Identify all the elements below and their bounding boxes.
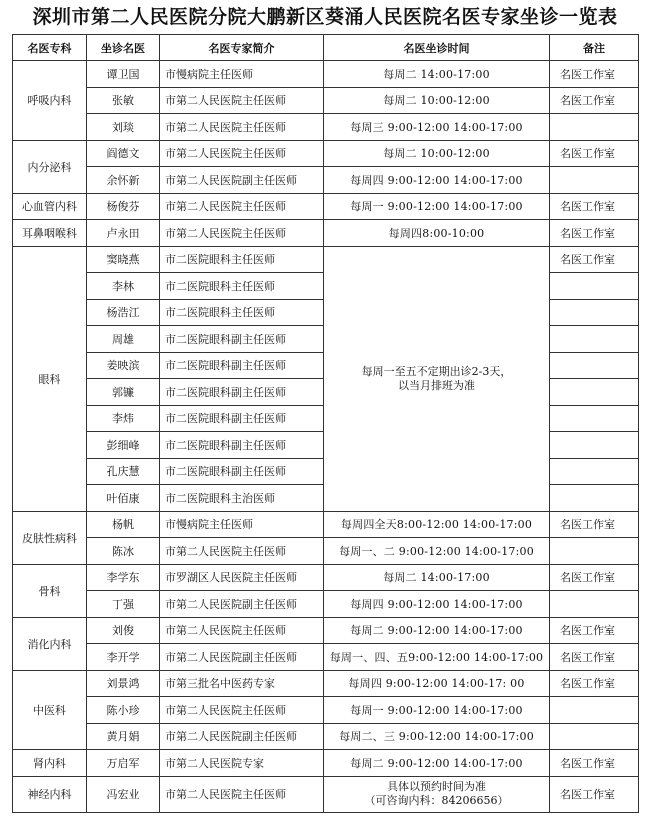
table-row [13, 670, 639, 697]
table-row [13, 723, 639, 750]
dept-cell: 内分泌科 [13, 140, 87, 193]
note-cell [550, 538, 639, 565]
table-row [13, 591, 639, 618]
note-cell: 名医工作室 [550, 140, 639, 167]
dept-cell: 肾内科 [13, 750, 87, 777]
note-cell [550, 485, 639, 512]
clinic-time: 每周一、二 9:00-12:00 14:00-17:00 [324, 538, 550, 565]
header-time: 名医坐诊时间 [324, 35, 550, 61]
doctor-name: 陈冰 [87, 538, 160, 565]
table-row [13, 140, 639, 167]
header-doctor: 坐诊名医 [87, 35, 160, 61]
table-row [13, 750, 639, 777]
doctor-name: 卢永田 [87, 220, 160, 247]
dept-cell: 耳鼻咽喉科 [13, 220, 87, 247]
clinic-time: 每周四 9:00-12:00 14:00-17:00 [324, 167, 550, 194]
clinic-time-line1: 具体以预约时间为准 [387, 780, 486, 793]
doctor-name: 杨帆 [87, 511, 160, 538]
doctor-intro: 市第二人民医院主任医师 [160, 538, 324, 565]
dept-cell: 中医科 [13, 670, 87, 750]
clinic-time: 每周三 9:00-12:00 14:00-17:00 [324, 114, 550, 141]
clinic-time: 每周四8:00-10:00 [324, 220, 550, 247]
doctor-intro: 市第二人民医院副主任医师 [160, 723, 324, 750]
doctor-intro: 市二医院眼科副主任医师 [160, 379, 324, 406]
doctor-name: 窦晓燕 [87, 246, 160, 273]
table-row [13, 776, 639, 812]
doctor-name: 李开学 [87, 644, 160, 671]
dept-cell: 呼吸内科 [13, 61, 87, 141]
note-cell: 名医工作室 [550, 246, 639, 273]
doctor-name: 郭镰 [87, 379, 160, 406]
doctor-intro: 市二医院眼科主治医师 [160, 485, 324, 512]
note-cell: 名医工作室 [550, 670, 639, 697]
doctor-name: 李炜 [87, 405, 160, 432]
doctor-intro: 市二医院眼科主任医师 [160, 273, 324, 300]
note-cell [550, 432, 639, 459]
doctor-name: 陈小珍 [87, 697, 160, 724]
doctor-intro: 市二医院眼科副主任医师 [160, 458, 324, 485]
note-cell: 名医工作室 [550, 564, 639, 591]
table-row [13, 564, 639, 591]
doctor-name: 张敏 [87, 87, 160, 114]
note-cell: 名医工作室 [550, 193, 639, 220]
note-cell: 名医工作室 [550, 617, 639, 644]
doctor-intro: 市二医院眼科副主任医师 [160, 326, 324, 353]
table-row [13, 114, 639, 141]
doctor-intro: 市第二人民医院主任医师 [160, 617, 324, 644]
clinic-time: 每周二 9:00-12:00 14:00-17:00 [324, 750, 550, 777]
clinic-time: 每周二 14:00-17:00 [324, 564, 550, 591]
note-cell: 名医工作室 [550, 511, 639, 538]
note-cell [550, 114, 639, 141]
clinic-time: 每周二 10:00-12:00 [324, 140, 550, 167]
doctor-intro: 市第二人民医院主任医师 [160, 697, 324, 724]
eye-time-line1: 每周一至五不定期出诊2-3天， [361, 364, 512, 378]
note-cell [550, 352, 639, 379]
doctor-intro: 市二医院眼科副主任医师 [160, 432, 324, 459]
clinic-time: 每周一 9:00-12:00 14:00-17:00 [324, 697, 550, 724]
dept-cell: 皮肤性病科 [13, 511, 87, 564]
page-title: 深圳市第二人民医院分院大鹏新区葵涌人民医院名医专家坐诊一览表 [32, 6, 618, 28]
doctor-intro: 市二医院眼科副主任医师 [160, 352, 324, 379]
note-cell [550, 591, 639, 618]
note-cell [550, 723, 639, 750]
doctor-intro: 市第二人民医院主任医师 [160, 193, 324, 220]
doctor-name: 李林 [87, 273, 160, 300]
table-row [13, 246, 639, 273]
doctor-intro: 市第二人民医院主任医师 [160, 87, 324, 114]
note-cell [550, 379, 639, 406]
doctor-name: 万启军 [87, 750, 160, 777]
dept-cell: 神经内科 [13, 776, 87, 812]
doctor-name: 孔庆慧 [87, 458, 160, 485]
dept-cell: 心血管内科 [13, 193, 87, 220]
clinic-time: 每周四全天8:00-12:00 14:00-17:00 [324, 511, 550, 538]
doctor-name: 杨浩江 [87, 299, 160, 326]
clinic-time: 每周四 9:00-12:00 14:00-17:00 [324, 591, 550, 618]
table-header-row [13, 35, 639, 61]
doctor-name: 冯宏业 [87, 776, 160, 812]
note-cell [550, 405, 639, 432]
table-row [13, 644, 639, 671]
doctor-intro: 市第二人民医院主任医师 [160, 140, 324, 167]
doctor-name: 刘俊 [87, 617, 160, 644]
note-cell [550, 273, 639, 300]
doctor-intro: 市二医院眼科主任医师 [160, 299, 324, 326]
note-cell [550, 326, 639, 353]
doctor-name: 周雄 [87, 326, 160, 353]
clinic-time: 每周二 9:00-12:00 14:00-17:00 [324, 617, 550, 644]
doctor-name: 刘琰 [87, 114, 160, 141]
doctor-intro: 市二医院眼科主任医师 [160, 246, 324, 273]
doctor-intro: 市第二人民医院主任医师 [160, 114, 324, 141]
clinic-time: 每周二、三 9:00-12:00 14:00-17:00 [324, 723, 550, 750]
table-row [13, 538, 639, 565]
doctor-intro: 市第二人民医院专家 [160, 750, 324, 777]
note-cell [550, 697, 639, 724]
doctor-name: 余怀新 [87, 167, 160, 194]
clinic-time: 每周一 9:00-12:00 14:00-17:00 [324, 193, 550, 220]
doctor-intro: 市第三批名中医药专家 [160, 670, 324, 697]
table-row [13, 87, 639, 114]
note-cell: 名医工作室 [550, 644, 639, 671]
table-row [13, 167, 639, 194]
doctor-name: 彭细峰 [87, 432, 160, 459]
doctor-schedule-table [12, 34, 639, 813]
note-cell [550, 458, 639, 485]
table-row [13, 511, 639, 538]
doctor-name: 叶佰康 [87, 485, 160, 512]
table-row [13, 193, 639, 220]
note-cell: 名医工作室 [550, 750, 639, 777]
doctor-name: 阎德文 [87, 140, 160, 167]
doctor-name: 丁强 [87, 591, 160, 618]
doctor-name: 黄月娟 [87, 723, 160, 750]
doctor-intro: 市二医院眼科副主任医师 [160, 405, 324, 432]
doctor-intro: 市第二人民医院副主任医师 [160, 591, 324, 618]
doctor-intro: 市罗湖区人民医院主任医师 [160, 564, 324, 591]
header-dept: 名医专科 [13, 35, 87, 61]
clinic-time: 每周二 14:00-17:00 [324, 61, 550, 88]
note-cell [550, 167, 639, 194]
note-cell: 名医工作室 [550, 87, 639, 114]
note-cell: 名医工作室 [550, 776, 639, 812]
doctor-intro: 市第二人民医院主任医师 [160, 776, 324, 812]
clinic-time: 每周四 9:00-12:00 14:00-17: 00 [324, 670, 550, 697]
doctor-name: 姜映滨 [87, 352, 160, 379]
clinic-time: 每周二 10:00-12:00 [324, 87, 550, 114]
doctor-name: 谭卫国 [87, 61, 160, 88]
header-intro: 名医专家简介 [160, 35, 324, 61]
doctor-intro: 市慢病院主任医师 [160, 511, 324, 538]
table-row [13, 697, 639, 724]
doctor-name: 刘景鸿 [87, 670, 160, 697]
clinic-time-line2: （可咨询内科：84206656） [364, 794, 509, 807]
doctor-intro: 市第二人民医院副主任医师 [160, 167, 324, 194]
doctor-intro: 市第二人民医院副主任医师 [160, 644, 324, 671]
clinic-time: 每周一、四、五9:00-12:00 14:00-17:00 [324, 644, 550, 671]
note-cell [550, 299, 639, 326]
doctor-name: 杨俊芬 [87, 193, 160, 220]
doctor-intro: 市慢病院主任医师 [160, 61, 324, 88]
doctor-intro: 市第二人民医院主任医师 [160, 220, 324, 247]
dept-cell: 骨科 [13, 564, 87, 617]
table-row [13, 61, 639, 88]
clinic-time [324, 776, 550, 812]
note-cell: 名医工作室 [550, 61, 639, 88]
dept-cell: 眼科 [13, 246, 87, 511]
eye-time-line2: 以当月排班为准 [398, 378, 475, 392]
header-note: 备注 [550, 35, 639, 61]
doctor-name: 李学东 [87, 564, 160, 591]
table-row [13, 617, 639, 644]
table-row [13, 220, 639, 247]
eye-clinic-time [324, 246, 550, 511]
dept-cell: 消化内科 [13, 617, 87, 670]
note-cell: 名医工作室 [550, 220, 639, 247]
